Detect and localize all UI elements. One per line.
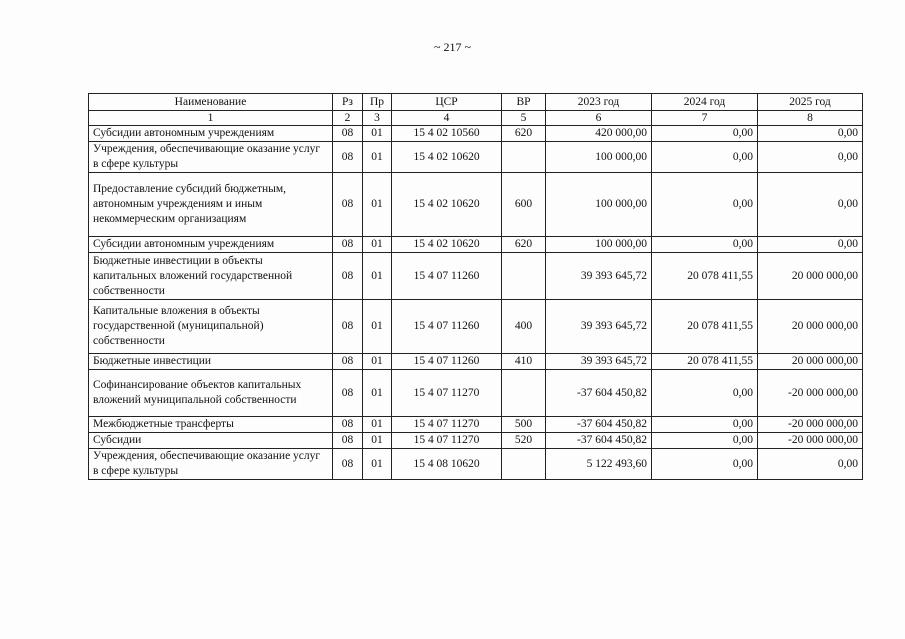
cell-vr <box>502 253 546 300</box>
cell-name: Капитальные вложения в объекты государственной (муниципальной) собственности <box>89 300 333 354</box>
cell-vr: 520 <box>502 433 546 449</box>
cell-2025: 20 000 000,00 <box>758 253 863 300</box>
column-number: 1 <box>89 111 333 126</box>
column-number: 6 <box>546 111 652 126</box>
cell-csr: 15 4 07 11270 <box>392 433 502 449</box>
cell-vr: 500 <box>502 417 546 433</box>
cell-2025: 0,00 <box>758 449 863 480</box>
cell-csr: 15 4 02 10620 <box>392 142 502 173</box>
cell-2025: -20 000 000,00 <box>758 433 863 449</box>
cell-vr: 410 <box>502 354 546 370</box>
column-number: 7 <box>652 111 758 126</box>
cell-2025: 0,00 <box>758 126 863 142</box>
budget-table <box>88 93 863 480</box>
column-number-row <box>89 111 863 126</box>
cell-rz: 08 <box>333 173 363 237</box>
cell-2025: 0,00 <box>758 142 863 173</box>
table-row <box>89 126 863 142</box>
cell-name: Субсидии <box>89 433 333 449</box>
cell-2023: 100 000,00 <box>546 173 652 237</box>
cell-pr: 01 <box>363 237 392 253</box>
cell-rz: 08 <box>333 126 363 142</box>
header-2023: 2023 год <box>546 94 652 111</box>
cell-rz: 08 <box>333 142 363 173</box>
cell-csr: 15 4 02 10560 <box>392 126 502 142</box>
cell-2024: 20 078 411,55 <box>652 300 758 354</box>
cell-name: Предоставление субсидий бюджетным, автономным учреждениям и иным некоммерческим организациям <box>89 173 333 237</box>
cell-csr: 15 4 08 10620 <box>392 449 502 480</box>
table-row <box>89 449 863 480</box>
cell-name: Софинансирование объектов капитальных вложений муниципальной собственности <box>89 370 333 417</box>
cell-pr: 01 <box>363 300 392 354</box>
header-name: Наименование <box>89 94 333 111</box>
cell-2024: 0,00 <box>652 126 758 142</box>
cell-csr: 15 4 07 11270 <box>392 370 502 417</box>
cell-2024: 0,00 <box>652 237 758 253</box>
cell-rz: 08 <box>333 300 363 354</box>
cell-2024: 0,00 <box>652 449 758 480</box>
cell-name: Учреждения, обеспечивающие оказание услуг в сфере культуры <box>89 142 333 173</box>
cell-rz: 08 <box>333 449 363 480</box>
column-number: 2 <box>333 111 363 126</box>
cell-2024: 0,00 <box>652 417 758 433</box>
cell-pr: 01 <box>363 173 392 237</box>
table-row <box>89 433 863 449</box>
header-csr: ЦСР <box>392 94 502 111</box>
cell-name: Бюджетные инвестиции <box>89 354 333 370</box>
cell-2024: 0,00 <box>652 433 758 449</box>
cell-2025: 20 000 000,00 <box>758 300 863 354</box>
cell-pr: 01 <box>363 253 392 300</box>
cell-csr: 15 4 02 10620 <box>392 237 502 253</box>
cell-2023: 100 000,00 <box>546 142 652 173</box>
cell-2023: -37 604 450,82 <box>546 370 652 417</box>
cell-csr: 15 4 07 11260 <box>392 300 502 354</box>
cell-vr: 400 <box>502 300 546 354</box>
cell-pr: 01 <box>363 354 392 370</box>
table-row <box>89 300 863 354</box>
cell-pr: 01 <box>363 449 392 480</box>
table-row <box>89 417 863 433</box>
cell-pr: 01 <box>363 142 392 173</box>
header-2024: 2024 год <box>652 94 758 111</box>
table-row <box>89 237 863 253</box>
cell-2023: -37 604 450,82 <box>546 433 652 449</box>
cell-vr <box>502 370 546 417</box>
cell-2024: 0,00 <box>652 173 758 237</box>
cell-rz: 08 <box>333 370 363 417</box>
cell-2023: 39 393 645,72 <box>546 253 652 300</box>
cell-csr: 15 4 07 11270 <box>392 417 502 433</box>
page-number: ~ 217 ~ <box>434 40 471 54</box>
cell-2023: 5 122 493,60 <box>546 449 652 480</box>
table-row <box>89 354 863 370</box>
cell-2023: 39 393 645,72 <box>546 300 652 354</box>
header-vr: ВР <box>502 94 546 111</box>
cell-name: Межбюджетные трансферты <box>89 417 333 433</box>
cell-2024: 0,00 <box>652 142 758 173</box>
cell-2023: 420 000,00 <box>546 126 652 142</box>
column-number: 3 <box>363 111 392 126</box>
cell-pr: 01 <box>363 433 392 449</box>
cell-csr: 15 4 07 11260 <box>392 354 502 370</box>
cell-2025: 0,00 <box>758 173 863 237</box>
table-row <box>89 142 863 173</box>
cell-name: Бюджетные инвестиции в объекты капитальных вложений государственной собственности <box>89 253 333 300</box>
cell-csr: 15 4 02 10620 <box>392 173 502 237</box>
cell-vr: 600 <box>502 173 546 237</box>
cell-name: Учреждения, обеспечивающие оказание услуг в сфере культуры <box>89 449 333 480</box>
cell-rz: 08 <box>333 237 363 253</box>
table-row <box>89 253 863 300</box>
cell-rz: 08 <box>333 433 363 449</box>
cell-2023: 39 393 645,72 <box>546 354 652 370</box>
cell-2023: 100 000,00 <box>546 237 652 253</box>
cell-2025: 20 000 000,00 <box>758 354 863 370</box>
table-row <box>89 173 863 237</box>
cell-2025: -20 000 000,00 <box>758 417 863 433</box>
cell-rz: 08 <box>333 354 363 370</box>
cell-2025: -20 000 000,00 <box>758 370 863 417</box>
column-number: 4 <box>392 111 502 126</box>
cell-2024: 0,00 <box>652 370 758 417</box>
column-number: 8 <box>758 111 863 126</box>
cell-name: Субсидии автономным учреждениям <box>89 126 333 142</box>
cell-rz: 08 <box>333 417 363 433</box>
cell-name: Субсидии автономным учреждениям <box>89 237 333 253</box>
header-pr: Пр <box>363 94 392 111</box>
cell-vr <box>502 449 546 480</box>
cell-2024: 20 078 411,55 <box>652 253 758 300</box>
cell-pr: 01 <box>363 126 392 142</box>
header-row <box>89 94 863 111</box>
cell-rz: 08 <box>333 253 363 300</box>
cell-vr: 620 <box>502 126 546 142</box>
cell-2023: -37 604 450,82 <box>546 417 652 433</box>
column-number: 5 <box>502 111 546 126</box>
header-rz: Рз <box>333 94 363 111</box>
cell-pr: 01 <box>363 370 392 417</box>
cell-2024: 20 078 411,55 <box>652 354 758 370</box>
header-2025: 2025 год <box>758 94 863 111</box>
cell-csr: 15 4 07 11260 <box>392 253 502 300</box>
cell-vr: 620 <box>502 237 546 253</box>
cell-vr <box>502 142 546 173</box>
cell-pr: 01 <box>363 417 392 433</box>
cell-2025: 0,00 <box>758 237 863 253</box>
table-row <box>89 370 863 417</box>
